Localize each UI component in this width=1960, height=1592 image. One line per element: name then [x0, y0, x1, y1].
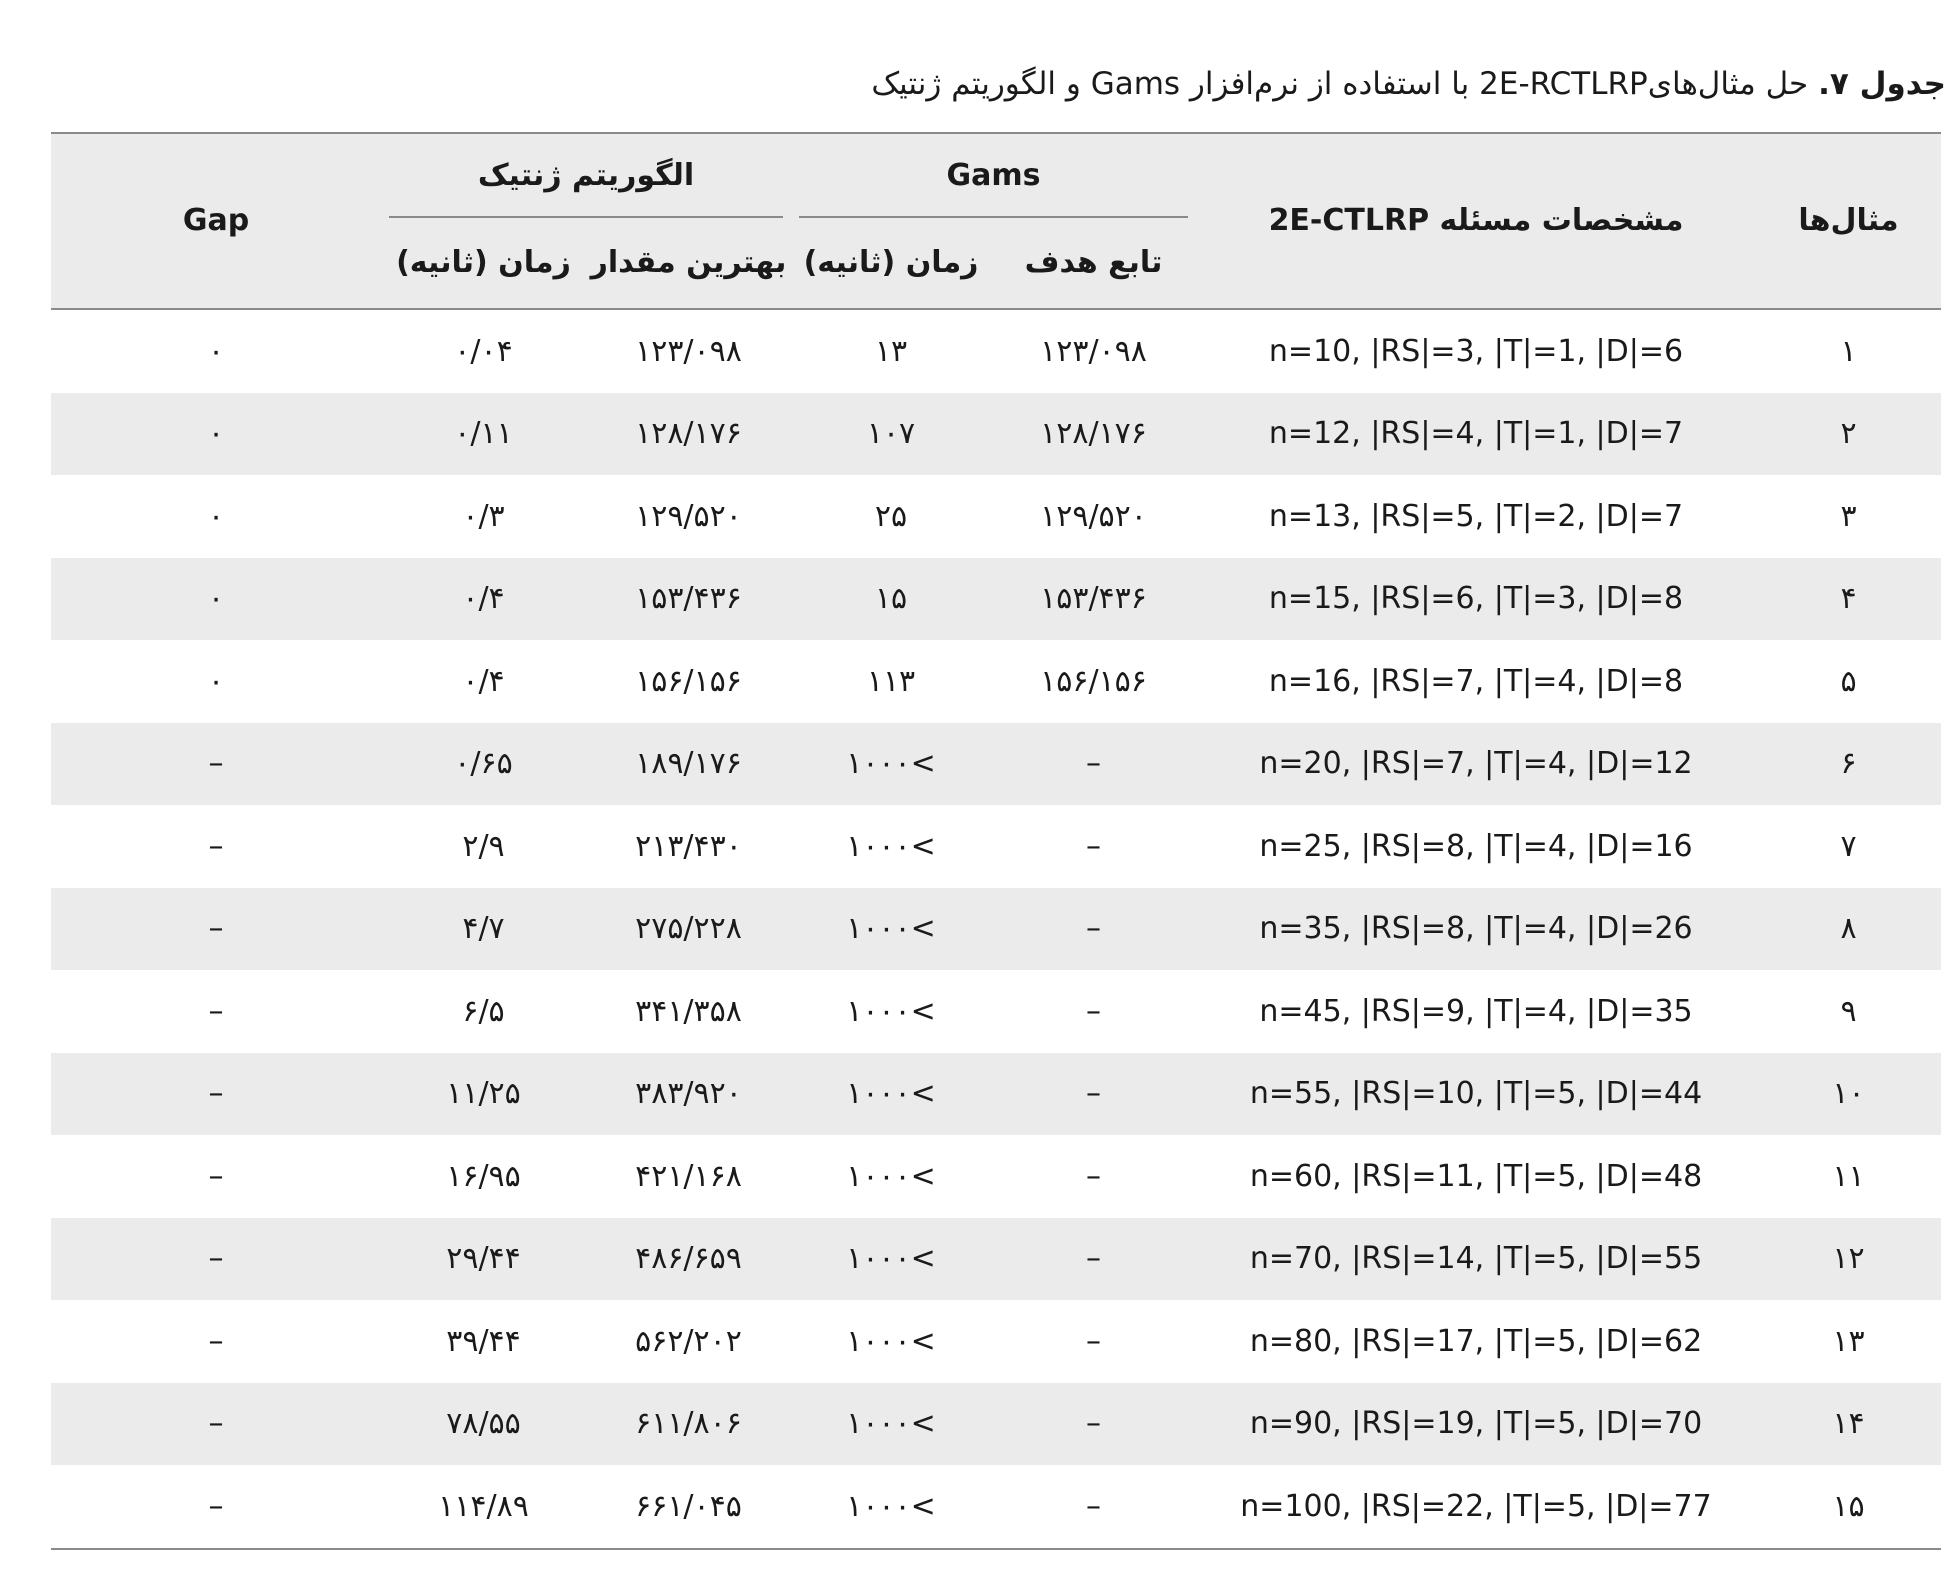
- table-row: [51, 309, 1941, 393]
- cell-example-number: ۲: [1756, 393, 1941, 476]
- cell-example-number: ۵: [1840, 663, 1857, 699]
- table-body: [51, 309, 1941, 1549]
- table-row: [51, 558, 1941, 641]
- cell-example-number: ۱۵: [1832, 1488, 1865, 1524]
- cell-ga-best: ۴۸۶/۶۵۹: [586, 1218, 791, 1301]
- cell-problem-spec: n=70, |RS|=14, |T|=5, |D|=55: [1196, 1218, 1756, 1301]
- cell-problem-spec: n=45, |RS|=9, |T|=4, |D|=35: [1259, 993, 1693, 1029]
- cell-gap: –: [51, 723, 381, 806]
- cell-gams-time: ۲۵: [874, 498, 908, 534]
- cell-gams-time: >۱۰۰۰: [846, 828, 936, 864]
- table-row: [51, 1383, 1941, 1466]
- cell-gams-objective: –: [991, 1053, 1196, 1136]
- cell-gams-objective: –: [1086, 1488, 1102, 1524]
- cell-gams-time: >۱۰۰۰: [846, 1158, 936, 1194]
- cell-ga-best: ۲۱۳/۴۳۰: [635, 828, 742, 864]
- cell-ga-time: ۴/۷: [381, 888, 586, 971]
- table-row: [51, 1053, 1941, 1136]
- table-row: [51, 805, 1941, 888]
- cell-gams-objective: –: [1086, 828, 1102, 864]
- cell-ga-best: ۵۶۲/۲۰۲: [635, 1323, 742, 1359]
- cell-example-number: ۱۱: [1832, 1158, 1865, 1194]
- cell-problem-spec: n=12, |RS|=4, |T|=1, |D|=7: [1196, 393, 1756, 476]
- cell-gap: –: [51, 1053, 381, 1136]
- cell-ga-time: ۰/۰۴: [454, 333, 513, 369]
- cell-gams-time: >۱۰۰۰: [846, 993, 936, 1029]
- table-caption-label: جدول ۷.: [1818, 66, 1946, 102]
- table-row: [51, 1300, 1941, 1383]
- cell-gap: –: [51, 1218, 381, 1301]
- cell-gap: –: [208, 1488, 224, 1524]
- cell-example-number: ۹: [1840, 993, 1857, 1029]
- cell-gams-time: >۱۰۰۰: [791, 1383, 991, 1466]
- cell-ga-time: ۷۸/۵۵: [381, 1383, 586, 1466]
- cell-ga-best: ۱۲۸/۱۷۶: [586, 393, 791, 476]
- cell-gams-objective: ۱۲۳/۰۹۸: [1040, 333, 1147, 369]
- header-ga: الگوریتم ژنتیک: [381, 133, 791, 218]
- cell-ga-time: ۰/۳: [462, 498, 505, 534]
- cell-gams-time: >۱۰۰۰: [791, 723, 991, 806]
- cell-gams-time: ۱۵: [791, 558, 991, 641]
- table-row: [51, 640, 1941, 723]
- table-caption-text: حل مثال‌های2E-RCTLRP با استفاده از نرم‌افزار Gams و الگوریتم ژنتیک: [871, 66, 1809, 102]
- cell-problem-spec: n=15, |RS|=6, |T|=3, |D|=8: [1196, 558, 1756, 641]
- cell-ga-best: ۱۲۹/۵۲۰: [635, 498, 742, 534]
- cell-gams-time: ۱۱۳: [866, 663, 916, 699]
- header-examples: مثال‌ها: [1756, 133, 1941, 309]
- cell-example-number: ۱۴: [1756, 1383, 1941, 1466]
- cell-ga-best: ۶۱۱/۸۰۶: [586, 1383, 791, 1466]
- cell-gap: –: [208, 828, 224, 864]
- cell-example-number: ۱: [1840, 333, 1857, 369]
- cell-gap: –: [208, 993, 224, 1029]
- cell-gap: ۰: [207, 333, 225, 369]
- cell-gams-objective: –: [1086, 1158, 1102, 1194]
- cell-problem-spec: n=10, |RS|=3, |T|=1, |D|=6: [1268, 333, 1684, 369]
- table-row: [51, 393, 1941, 476]
- cell-example-number: ۷: [1840, 828, 1857, 864]
- cell-ga-best: ۳۴۱/۳۵۸: [635, 993, 742, 1029]
- cell-ga-time: ۰/۶۵: [381, 723, 586, 806]
- cell-gams-objective: ۱۲۹/۵۲۰: [1040, 498, 1147, 534]
- cell-gams-time: >۱۰۰۰: [791, 1218, 991, 1301]
- cell-gams-objective: –: [991, 1218, 1196, 1301]
- cell-example-number: ۳: [1840, 498, 1857, 534]
- cell-ga-best: ۱۵۳/۴۳۶: [586, 558, 791, 641]
- header-spec: مشخصات مسئله 2E-CTLRP: [1196, 133, 1756, 309]
- cell-example-number: ۴: [1756, 558, 1941, 641]
- cell-problem-spec: n=55, |RS|=10, |T|=5, |D|=44: [1196, 1053, 1756, 1136]
- cell-ga-best: ۳۸۳/۹۲۰: [586, 1053, 791, 1136]
- cell-ga-best: ۱۸۹/۱۷۶: [586, 723, 791, 806]
- cell-problem-spec: n=100, |RS|=22, |T|=5, |D|=77: [1240, 1488, 1712, 1524]
- cell-problem-spec: n=20, |RS|=7, |T|=4, |D|=12: [1196, 723, 1756, 806]
- cell-ga-time: ۲۹/۴۴: [381, 1218, 586, 1301]
- cell-gap: ۰: [207, 498, 225, 534]
- cell-gams-objective: –: [991, 723, 1196, 806]
- cell-example-number: ۱۳: [1832, 1323, 1865, 1359]
- cell-problem-spec: n=80, |RS|=17, |T|=5, |D|=62: [1249, 1323, 1703, 1359]
- cell-ga-time: ۰/۱۱: [381, 393, 586, 476]
- cell-problem-spec: n=25, |RS|=8, |T|=4, |D|=16: [1259, 828, 1693, 864]
- table-row: [51, 723, 1941, 806]
- table-row: [51, 1218, 1941, 1301]
- cell-ga-time: ۰/۴: [462, 663, 505, 699]
- cell-ga-best: ۱۲۳/۰۹۸: [635, 333, 742, 369]
- cell-gap: ۰: [51, 393, 381, 476]
- cell-problem-spec: n=16, |RS|=7, |T|=4, |D|=8: [1268, 663, 1684, 699]
- cell-problem-spec: n=90, |RS|=19, |T|=5, |D|=70: [1196, 1383, 1756, 1466]
- cell-ga-time: ۶/۵: [462, 993, 505, 1029]
- cell-gams-objective: –: [991, 1383, 1196, 1466]
- cell-ga-best: ۲۷۵/۲۲۸: [586, 888, 791, 971]
- cell-problem-spec: n=35, |RS|=8, |T|=4, |D|=26: [1196, 888, 1756, 971]
- cell-ga-best: ۴۲۱/۱۶۸: [635, 1158, 742, 1194]
- header-ga-best: بهترین مقدار: [586, 218, 791, 309]
- cell-ga-time: ۱۱/۲۵: [381, 1053, 586, 1136]
- cell-gams-objective: ۱۵۳/۴۳۶: [991, 558, 1196, 641]
- cell-gams-time: >۱۰۰۰: [791, 1053, 991, 1136]
- cell-gams-objective: –: [1086, 1323, 1102, 1359]
- cell-ga-time: ۲/۹: [462, 828, 505, 864]
- cell-ga-time: ۳۹/۴۴: [446, 1323, 521, 1359]
- cell-ga-time: ۱۶/۹۵: [446, 1158, 521, 1194]
- cell-gams-time: ۱۰۷: [791, 393, 991, 476]
- header-gams: Gams: [791, 133, 1196, 218]
- cell-gap: –: [208, 1158, 224, 1194]
- cell-problem-spec: n=60, |RS|=11, |T|=5, |D|=48: [1249, 1158, 1703, 1194]
- cell-gams-time: ۱۳: [874, 333, 908, 369]
- header-ga-time: زمان (ثانیه): [381, 218, 586, 309]
- cell-example-number: ۱۰: [1756, 1053, 1941, 1136]
- cell-gams-time: >۱۰۰۰: [846, 1488, 936, 1524]
- table-row: [51, 888, 1941, 971]
- cell-gap: –: [208, 1323, 224, 1359]
- header-gams-objective: تابع هدف: [991, 218, 1196, 309]
- header-gap: Gap: [51, 133, 381, 309]
- cell-ga-best: ۱۵۶/۱۵۶: [635, 663, 742, 699]
- cell-gams-objective: ۱۵۶/۱۵۶: [1040, 663, 1147, 699]
- table-caption: [871, 62, 1946, 106]
- cell-ga-best: ۶۶۱/۰۴۵: [635, 1488, 742, 1524]
- cell-ga-time: ۱۱۴/۸۹: [438, 1488, 529, 1524]
- cell-ga-time: ۰/۴: [381, 558, 586, 641]
- table-row: [51, 1465, 1941, 1549]
- header-gams-time: زمان (ثانیه): [791, 218, 991, 309]
- cell-gap: –: [51, 888, 381, 971]
- cell-gams-objective: –: [1086, 993, 1102, 1029]
- table-row: [51, 475, 1941, 558]
- cell-gams-time: >۱۰۰۰: [791, 888, 991, 971]
- cell-gap: ۰: [51, 558, 381, 641]
- cell-example-number: ۶: [1756, 723, 1941, 806]
- cell-gap: ۰: [207, 663, 225, 699]
- cell-problem-spec: n=13, |RS|=5, |T|=2, |D|=7: [1268, 498, 1684, 534]
- table-row: [51, 1135, 1941, 1218]
- cell-example-number: ۸: [1756, 888, 1941, 971]
- cell-gap: –: [51, 1383, 381, 1466]
- cell-gams-time: >۱۰۰۰: [846, 1323, 936, 1359]
- cell-example-number: ۱۲: [1756, 1218, 1941, 1301]
- table-row: [51, 970, 1941, 1053]
- cell-gams-objective: –: [991, 888, 1196, 971]
- cell-gams-objective: ۱۲۸/۱۷۶: [991, 393, 1196, 476]
- results-table: [51, 132, 1941, 1550]
